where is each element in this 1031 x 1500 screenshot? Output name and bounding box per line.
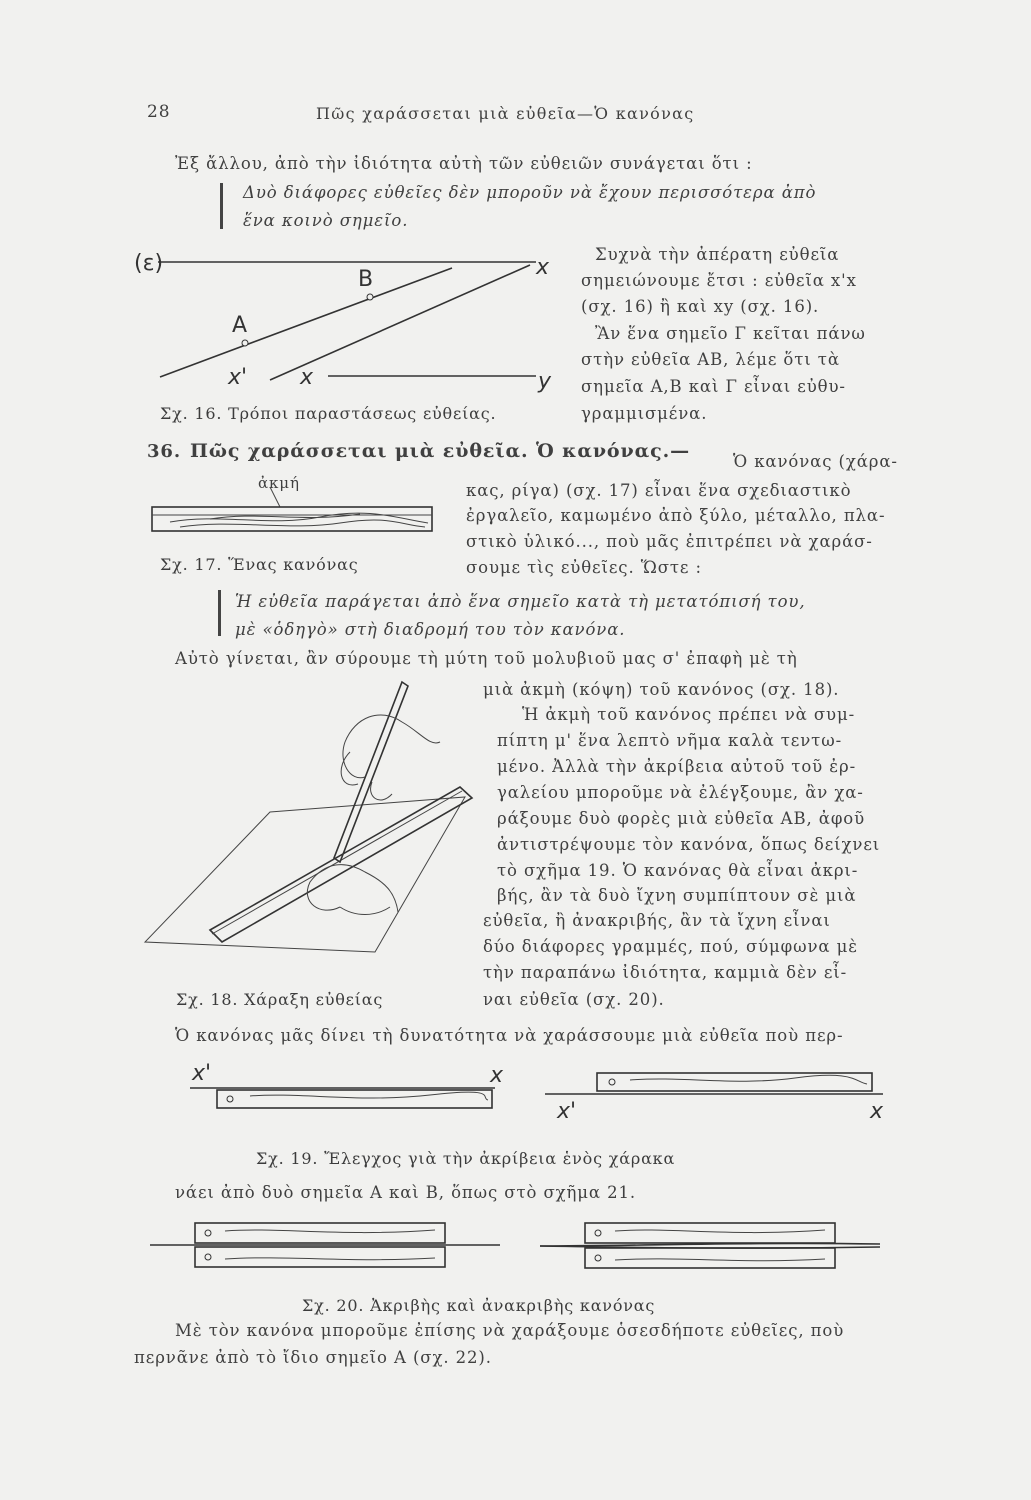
side16-line-3: (σχ. 16) ἢ καὶ xy (σχ. 16).: [581, 297, 820, 316]
section36-number: 36.: [147, 441, 182, 462]
section36-line-1: κας, ρίγα) (σχ. 17) εἶναι ἕνα σχεδιαστικὸ: [466, 481, 852, 500]
fig17-edge-label: ἀκμή: [258, 474, 300, 492]
running-header: Πῶς χαράσσεται μιὰ εὐθεῖα—Ὁ κανόνας: [316, 104, 695, 123]
fig20-right-ruler-bottom: [585, 1248, 835, 1268]
rule2-marker: [218, 590, 221, 636]
fig20-left-ruler-top: [195, 1223, 445, 1243]
intro-text: Ἐξ ἄλλου, ἀπὸ τὴν ἰδιότητα αὐτὴ τῶν εὐθειῶν συνάγεται ὅτι :: [175, 154, 753, 173]
para4-line2: περνᾶνε ἀπὸ τὸ ἴδιο σημεῖο Α (σχ. 22).: [134, 1348, 492, 1367]
fig16-caption: Σχ. 16. Τρόποι παραστάσεως εὐθείας.: [160, 404, 497, 423]
fig19-right-x: x: [870, 1099, 884, 1124]
fig16-point-b: [367, 294, 373, 300]
fig18-hand-upper: [341, 715, 440, 800]
fig17-caption: Σχ. 17. Ἕνας κανόνας: [160, 555, 359, 574]
para4-line1: Μὲ τὸν κανόνα μποροῦμε ἐπίσης νὰ χαράξουμε ὁσεσδήποτε εὐθεῖες, ποὺ: [175, 1321, 845, 1340]
figure-16: [134, 250, 560, 400]
fig16-label-x-prime: x': [228, 365, 248, 390]
fig18-caption: Σχ. 18. Χάραξη εὐθείας: [176, 990, 384, 1009]
fig20-right-ruler-top: [585, 1223, 835, 1243]
fig19-left-x-prime: x': [192, 1061, 212, 1086]
fig18-pencil: [334, 682, 408, 862]
section36-line-4: σουμε τὶς εὐθεῖες. Ὥστε :: [466, 558, 702, 577]
rule1-line2: ἕνα κοινὸ σημεῖο.: [243, 211, 409, 230]
figure-17: [150, 497, 450, 537]
side16-line-2: σημειώνουμε ἔτσι : εὐθεῖα x'x: [581, 271, 857, 290]
side18-line-12: τὴν παραπάνω ἰδιότητα, καμμιὰ δὲν εἶ-: [483, 963, 848, 982]
fig20-left-ruler-bottom: [195, 1247, 445, 1267]
side18-line-3: πίπτη μ' ἕνα λεπτὸ νῆμα καλὰ τεντω-: [497, 731, 843, 750]
section36-line-3: στικὸ ὑλικό..., ποὺ μᾶς ἐπιτρέπει νὰ χαράσ-: [466, 532, 873, 551]
rule1-marker: [220, 183, 223, 229]
side18-line-5: γαλείου μποροῦμε νὰ ἐλέγξουμε, ἂν χα-: [497, 783, 864, 802]
para3-text: Ὁ κανόνας μᾶς δίνει τὴ δυνατότητα νὰ χαράσσουμε μιὰ εὐθεῖα ποὺ περ-: [175, 1026, 844, 1045]
fig16-label-x-top: x: [536, 255, 550, 280]
side18-line-1: μιὰ ἀκμὴ (κόψη) τοῦ κανόνος (σχ. 18).: [483, 680, 840, 699]
side18-line-4: μένο. Ἀλλὰ τὴν ἀκρίβεια αὐτοῦ τοῦ ἐρ-: [497, 757, 857, 776]
side18-line-2: Ἡ ἀκμὴ τοῦ κανόνος πρέπει νὰ συμ-: [522, 705, 856, 724]
side16-line-1: Συχνὰ τὴν ἀπέρατη εὐθεῖα: [595, 245, 840, 264]
side18-line-10: εὐθεῖα, ἢ ἀνακριβής, ἂν τὰ ἴχνη εἶναι: [483, 911, 831, 930]
side18-line-9: βής, ἂν τὰ δυὸ ἴχνη συμπίπτουν σὲ μιὰ: [497, 886, 857, 905]
fig18-paper: [145, 797, 465, 952]
side18-line-11: δύο διάφορες γραμμές, πού, σύμφωνα μὲ: [483, 937, 858, 956]
side16-line-4: Ἂν ἕνα σημεῖο Γ κεῖται πάνω: [595, 324, 866, 343]
fig16-label-a: A: [232, 313, 248, 338]
section36-title: Πῶς χαράσσεται μιὰ εὐθεῖα. Ὁ κανόνας.—: [190, 440, 690, 462]
side16-line-6: σημεῖα Α,Β καὶ Γ εἶναι εὐθυ-: [581, 377, 846, 396]
section36-line-2: ἐργαλεῖο, καμωμένο ἀπὸ ξύλο, μέταλλο, πλα-: [466, 506, 886, 525]
figure-18: [140, 672, 480, 972]
side18-line-6: ράξουμε δυὸ φορὲς μιὰ εὐθεῖα ΑΒ, ἀφοῦ: [497, 809, 866, 828]
side18-line-7: ἀντιστρέψουμε τὸν κανόνα, ὅπως δείχνει: [497, 835, 881, 854]
side16-line-5: στὴν εὐθεῖα ΑΒ, λέμε ὅτι τὰ: [581, 350, 840, 369]
fig20-caption: Σχ. 20. Ἀκριβὴς καὶ ἀνακριβὴς κανόνας: [302, 1296, 656, 1315]
rule1-line1: Δυὸ διάφορες εὐθεῖες δὲν μποροῦν νὰ ἔχουν περισσότερα ἀπὸ: [243, 183, 817, 202]
fig16-label-b: B: [358, 267, 374, 292]
page-number: 28: [147, 102, 171, 122]
fig20-right-curve-top: [540, 1243, 880, 1246]
side18-line-8: τὸ σχῆμα 19. Ὁ κανόνας θὰ εἶναι ἀκρι-: [497, 861, 859, 880]
para2-first-line: Αὐτὸ γίνεται, ἂν σύρουμε τὴ μύτη τοῦ μολυβιοῦ μας σ' ἐπαφὴ μὲ τὴ: [175, 649, 798, 668]
figure-20-right: [540, 1215, 880, 1275]
fig16-label-e: (ε): [134, 251, 164, 276]
figure-19-left: [190, 1061, 510, 1120]
fig19-caption: Σχ. 19. Ἔλεγχος γιὰ τὴν ἀκρίβεια ἑνὸς χάρακα: [256, 1149, 676, 1168]
rule2-line2: μὲ «ὁδηγὸ» στὴ διαδρομή του τὸν κανόνα.: [235, 620, 626, 639]
rule2-line1: Ἡ εὐθεῖα παράγεται ἀπὸ ἕνα σημεῖο κατὰ τὴ μετατόπισή του,: [235, 592, 806, 611]
fig16-line-ab: [160, 268, 452, 377]
fig19-left-x: x: [490, 1063, 504, 1088]
fig16-line-xprime-x: [270, 265, 530, 380]
section36-first-line-rest: Ὁ κανόνας (χάρα-: [733, 452, 898, 471]
figure-20-left: [150, 1215, 510, 1275]
fig16-label-y: y: [538, 369, 552, 394]
figure-19-right: [545, 1070, 885, 1124]
fig16-point-a: [242, 340, 248, 346]
side16-line-7: γραμμισμένα.: [581, 404, 708, 423]
para3-end: νάει ἀπὸ δυὸ σημεῖα Α καὶ Β, ὅπως στὸ σχῆμα 21.: [175, 1183, 637, 1202]
fig16-label-x-bottom: x: [300, 365, 314, 390]
side18-line-13: ναι εὐθεῖα (σχ. 20).: [483, 990, 665, 1009]
fig19-right-x-prime: x': [557, 1099, 577, 1124]
